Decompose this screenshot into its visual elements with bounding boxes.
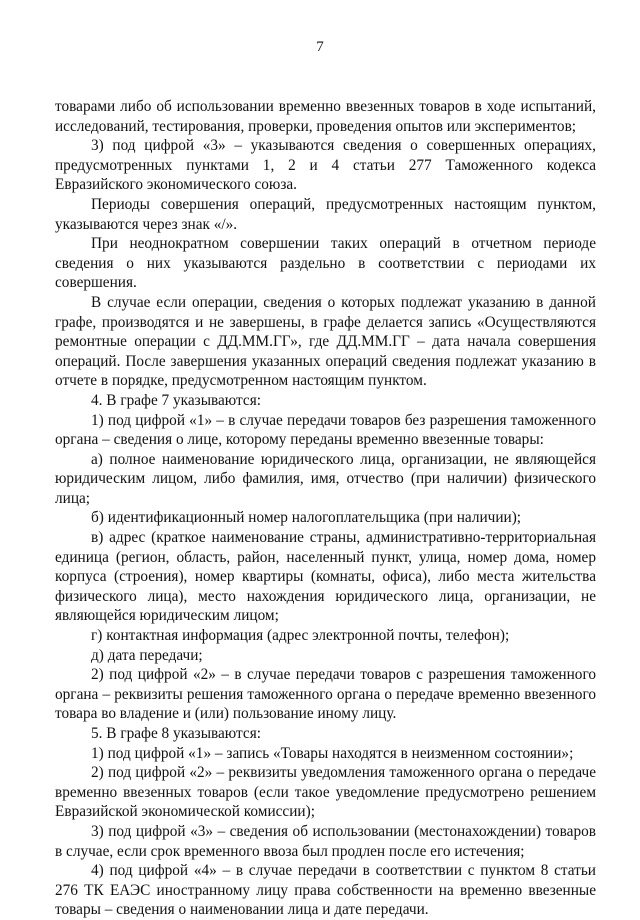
document-body: [55, 97, 596, 920]
paragraph: 3) под цифрой «3» – указываются сведения о совершенных операциях, предусмотренных пунктами 1, 2 и 4 статьи 277 Таможенного кодекса Евразийского экономического союза.: [55, 137, 596, 194]
paragraph: 2) под цифрой «2» – реквизиты уведомления таможенного органа о передаче временно ввезенных товаров (если такое уведомление предусмотрено решением Евразийской экономической комиссии);: [55, 764, 596, 821]
paragraph: в) адрес (краткое наименование страны, административно-территориальная единица (регион, область, район, населенный пункт, улица, номер дома, номер корпуса (строения), номер квартиры (комнаты, офиса), либо места жительства физического лица), место нахождения юридического лица, организации, не являющейся юридическим лицом;: [55, 529, 596, 625]
paragraph: г) контактная информация (адрес электронной почты, телефон);: [91, 627, 510, 645]
paragraph: 4. В графе 7 указываются:: [91, 391, 261, 409]
paragraph: 2) под цифрой «2» – в случае передачи товаров с разрешения таможенного органа – реквизиты решения таможенного органа о передаче временно ввезенного товара во владение и (или) пользование иному лицу.: [55, 666, 596, 723]
paragraph: 4) под цифрой «4» – в случае передачи в соответствии с пунктом 8 статьи 276 ТК ЕАЭС иностранному лицу права собственности на временно ввезенные товары – сведения о наименовании лица и дате передачи.: [55, 862, 596, 919]
paragraph: товарами либо об использовании временно ввезенных товаров в ходе испытаний, исследований, тестирования, проверки, проведения опытов или экспериментов;: [55, 98, 596, 135]
paragraph: б) идентификационный номер налогоплательщика (при наличии);: [91, 509, 522, 527]
paragraph: а) полное наименование юридического лица, организации, не являющейся юридическим лицом, либо фамилия, имя, отчество (при наличии) физического лица;: [55, 450, 596, 507]
paragraph: 5. В графе 8 указываются:: [91, 725, 261, 742]
paragraph: 1) под цифрой «1» – в случае передачи товаров без разрешения таможенного органа – сведения о лице, которому переданы временно ввезенные товары:: [55, 411, 596, 449]
paragraph: В случае если операции, сведения о которых подлежат указанию в данной графе, производятся и не завершены, в графе делается запись «Осуществляются ремонтные операции с ДД.ММ.ГГ», где ДД.ММ.ГГ – дата начала совершения операций. После завершения указанных операций сведения подлежат указанию в отчете в порядке, предусмотренном настоящим пунктом.: [55, 293, 596, 390]
paragraph: 3) под цифрой «3» – сведения об использовании (местонахождении) товаров в случае, если срок временного ввоза был продлен после его истечения;: [55, 822, 596, 860]
page-number: 7: [316, 39, 324, 55]
paragraph: Периоды совершения операций, предусмотренных настоящим пунктом, указываются через знак «/».: [55, 195, 596, 233]
paragraph: д) дата передачи;: [91, 646, 203, 664]
paragraph: При неоднократном совершении таких операций в отчетном периоде сведения о них указываются раздельно в соответствии с периодами их совершения.: [55, 235, 596, 292]
paragraph: 1) под цифрой «1» – запись «Товары находятся в неизменном состоянии»;: [91, 744, 574, 762]
